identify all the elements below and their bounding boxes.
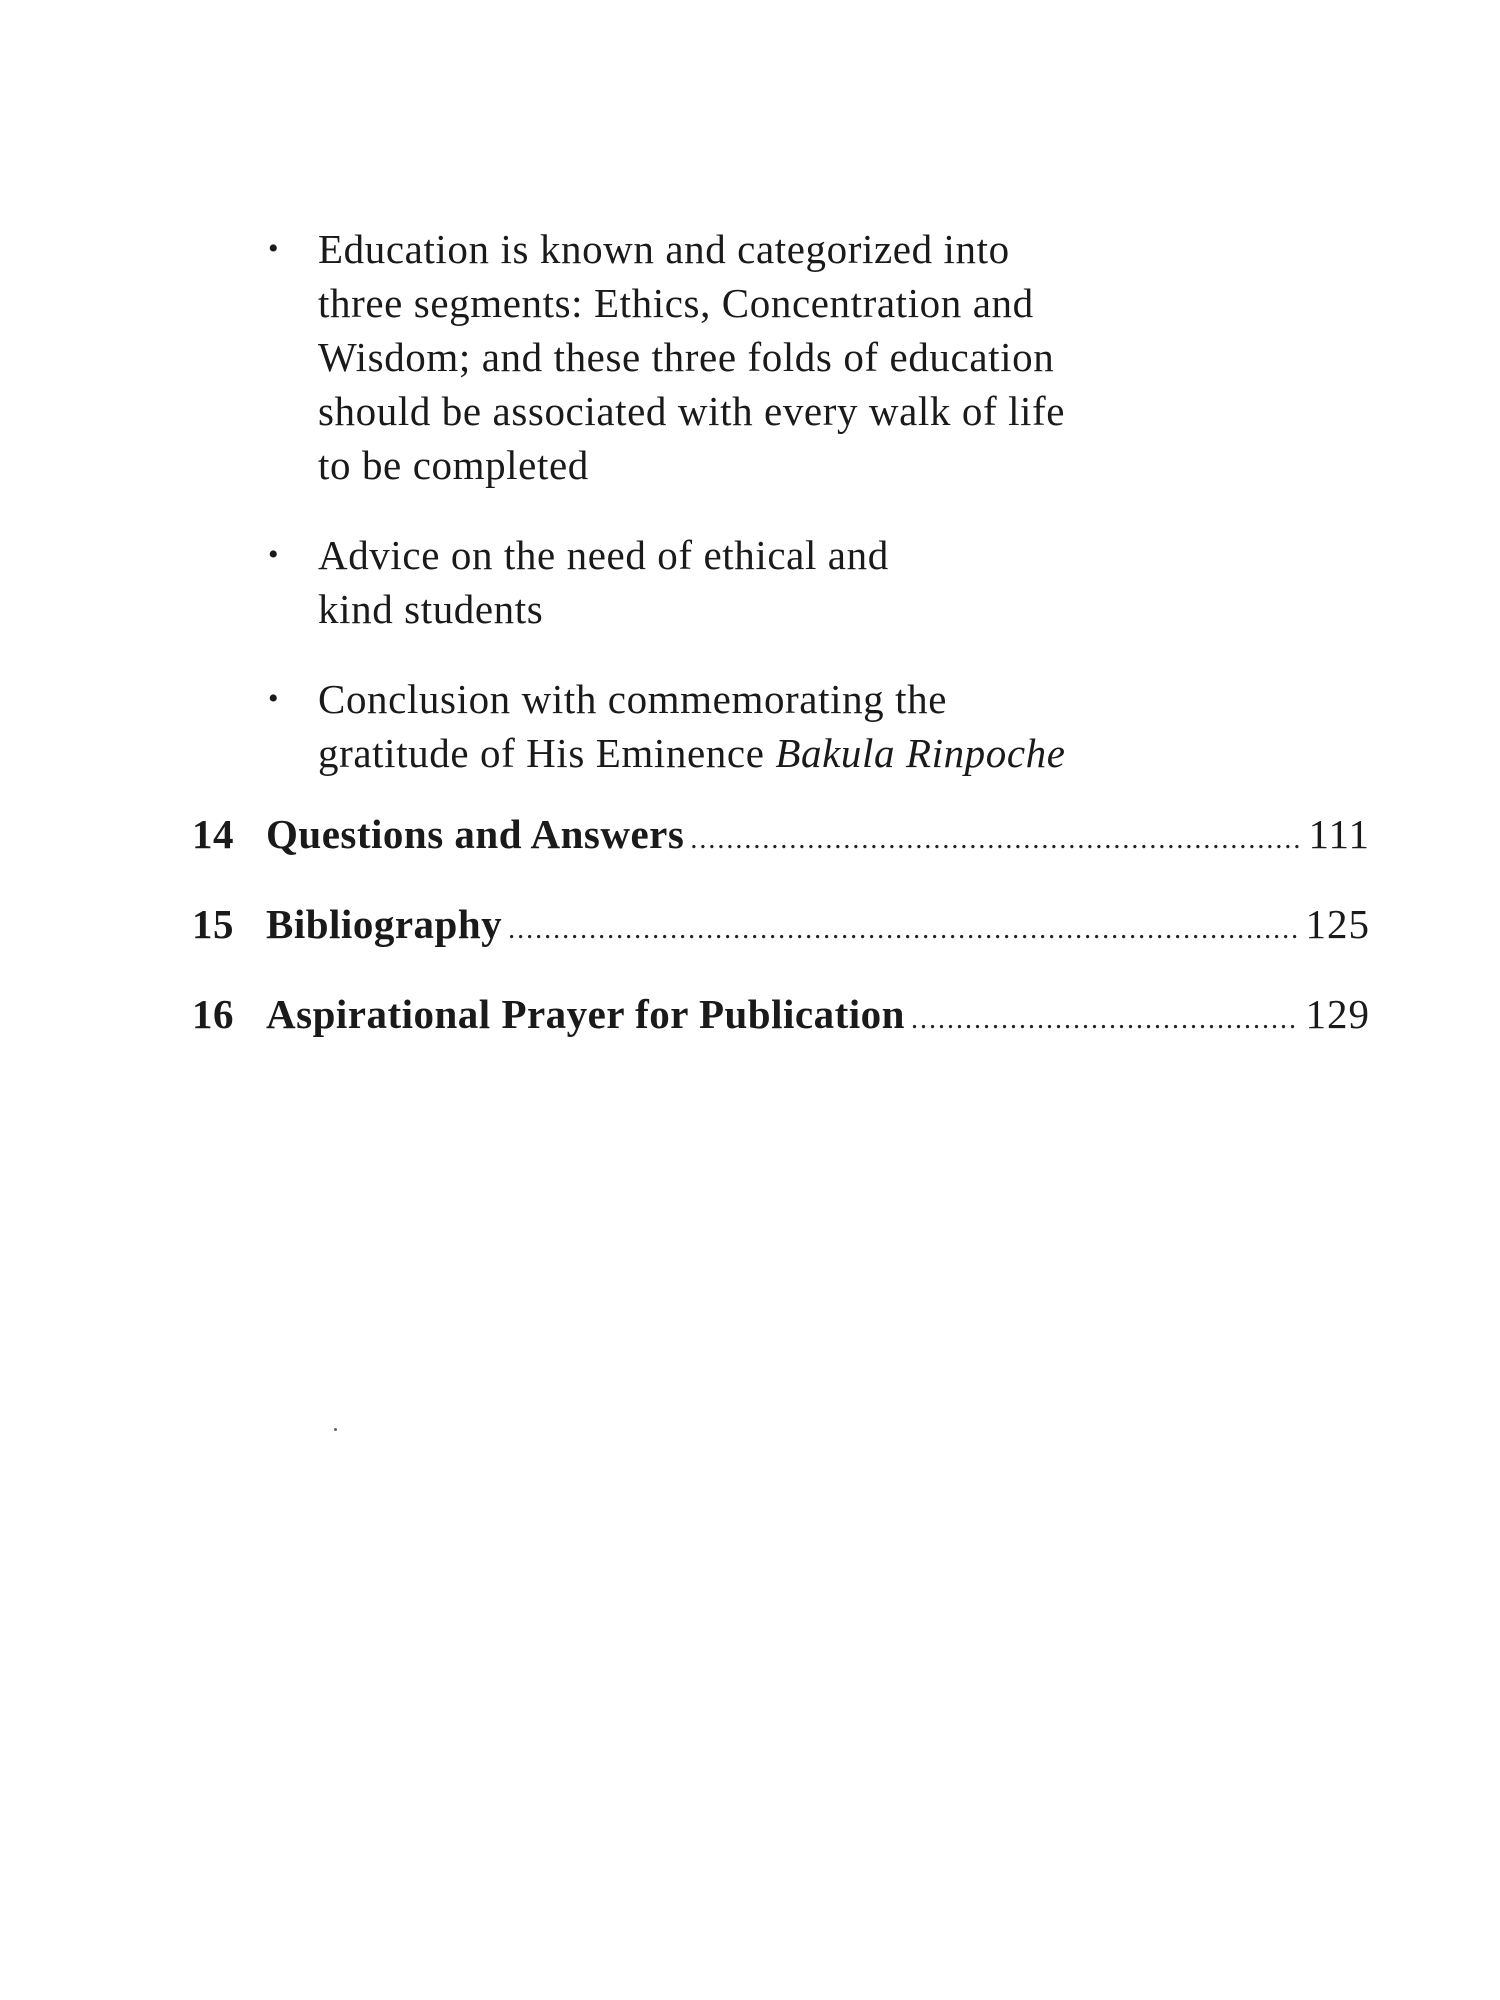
bullet-line: should be associated with every walk of life <box>318 388 1066 434</box>
table-of-contents <box>192 810 1370 1080</box>
bullet-item-education <box>262 222 1242 492</box>
toc-dot-leader <box>508 914 1297 946</box>
toc-chapter-number: 15 <box>192 901 234 947</box>
bullet-line: Wisdom; and these three folds of education <box>318 334 1055 380</box>
toc-dot-leader <box>911 1004 1298 1036</box>
bullet-line: three segments: Ethics, Concentration and <box>318 280 1034 326</box>
bullet-line: to be completed <box>318 442 589 488</box>
bullet-icon: • <box>268 538 280 571</box>
bullet-line: kind students <box>318 586 544 632</box>
bullet-italic-name: Bakula Rinpoche <box>775 730 1066 776</box>
bullet-line <box>318 726 1242 780</box>
toc-chapter-number: 14 <box>192 811 234 857</box>
bullet-line: Conclusion with commemorating the <box>318 676 948 722</box>
toc-chapter-title: Bibliography <box>266 901 503 947</box>
toc-dot-leader <box>690 824 1300 856</box>
bullet-item-conclusion <box>262 672 1242 780</box>
bullet-icon: • <box>268 682 280 715</box>
toc-entry-15[interactable] <box>192 900 1370 990</box>
bullet-list <box>262 222 1242 816</box>
toc-page-number: 125 <box>1305 901 1370 947</box>
toc-entry-14[interactable] <box>192 810 1370 900</box>
toc-chapter-title: Questions and Answers <box>266 811 685 857</box>
toc-page-number: 111 <box>1308 811 1370 857</box>
bullet-item-advice <box>262 528 1242 636</box>
scan-speck <box>334 1428 337 1431</box>
bullet-text: gratitude of His Eminence <box>318 730 776 776</box>
bullet-line: Education is known and categorized into <box>318 226 1010 272</box>
toc-chapter-number: 16 <box>192 991 234 1037</box>
bullet-line: Advice on the need of ethical and <box>318 532 889 578</box>
bullet-icon: • <box>268 232 280 265</box>
toc-chapter-title: Aspirational Prayer for Publication <box>266 991 905 1037</box>
toc-entry-16[interactable] <box>192 990 1370 1080</box>
toc-page-number: 129 <box>1305 991 1370 1037</box>
